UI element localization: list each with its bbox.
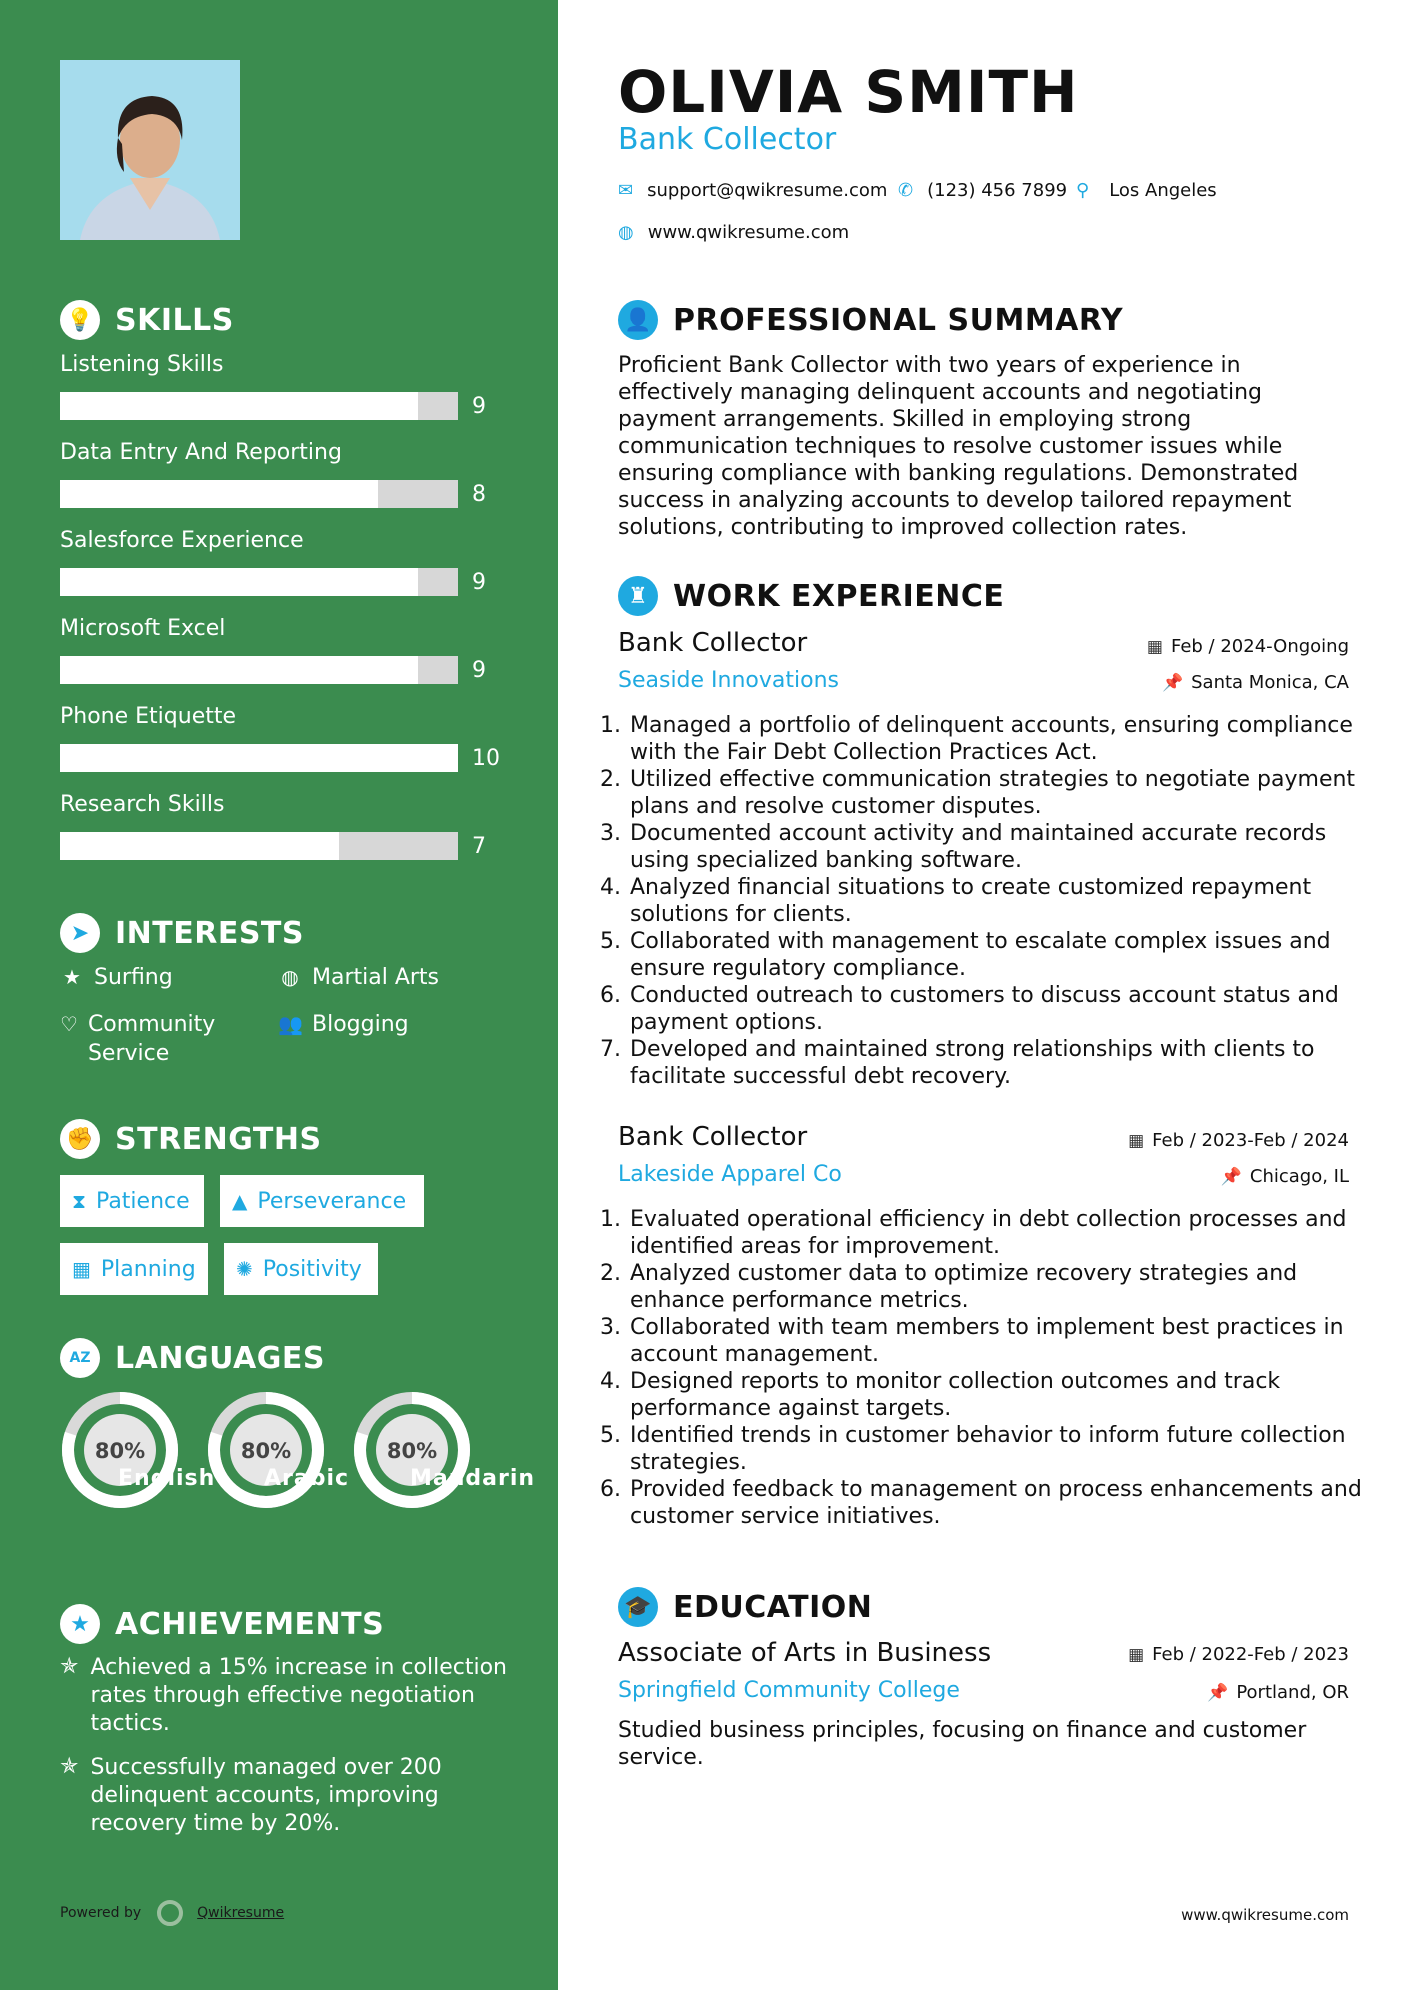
- interest-item: ◍ Martial Arts: [278, 963, 439, 992]
- duty-item: 3. Collaborated with team members to implement best practices in account management.: [628, 1314, 1388, 1368]
- contact-location: ⚲ Los Angeles: [1076, 180, 1217, 201]
- job-duties: [610, 712, 1388, 1090]
- envelope-icon: ✉: [618, 180, 634, 201]
- skill-value: 7: [472, 834, 486, 859]
- brand-link[interactable]: Qwikresume: [197, 1905, 285, 1921]
- trophy-star-icon: ★: [60, 1604, 100, 1644]
- strength-chip: ▦ Planning: [60, 1243, 208, 1295]
- language-name: English: [118, 1466, 216, 1491]
- duty-item: 5. Identified trends in customer behavior to inform future collection strategies.: [628, 1422, 1388, 1476]
- achievement-item: ✯ Achieved a 15% increase in collection rates through effective negotiation tactics.: [60, 1654, 507, 1736]
- skills-heading: 💡 SKILLS: [60, 300, 234, 340]
- experience-heading: ♜ WORK EXPERIENCE: [618, 576, 1004, 616]
- language-item: [350, 1388, 536, 1512]
- skill-value: 9: [472, 394, 486, 419]
- map-pin-icon: ⚲: [1076, 180, 1090, 201]
- hourglass-icon: ⧗: [72, 1189, 87, 1213]
- skill-value: 9: [472, 570, 486, 595]
- star-icon: ★: [63, 965, 81, 989]
- qwikresume-logo-icon: [157, 1900, 183, 1926]
- calendar-icon: ▦: [1128, 1130, 1145, 1151]
- degree-title: Associate of Arts in Business: [618, 1638, 992, 1668]
- duty-item: 1. Evaluated operational efficiency in debt collection processes and identified areas for improvement.: [628, 1206, 1388, 1260]
- skill-value: 10: [472, 746, 500, 771]
- skill-bar: [60, 832, 458, 860]
- skill-label: Salesforce Experience: [60, 528, 304, 553]
- skill-bar-fill: [60, 832, 339, 860]
- skill-item: [60, 616, 500, 686]
- main-column: [558, 0, 1407, 1990]
- globe-icon: ◍: [618, 222, 634, 243]
- strength-chip: ✺ Positivity: [224, 1243, 378, 1295]
- duty-item: 5. Collaborated with management to escalate complex issues and ensure regulatory compliance.: [628, 928, 1388, 982]
- fist-icon: ✊: [60, 1119, 100, 1159]
- skill-bar: [60, 568, 458, 596]
- pin-icon: 📌: [1207, 1682, 1229, 1703]
- strengths-heading: ✊ STRENGTHS: [60, 1119, 322, 1159]
- chair-icon: ♜: [618, 576, 658, 616]
- education-description: Studied business principles, focusing on finance and customer service.: [618, 1718, 1307, 1770]
- translate-icon: AZ: [60, 1338, 100, 1378]
- interests-heading: ➤ INTERESTS: [60, 913, 304, 953]
- duty-item: 6. Conducted outreach to customers to discuss account status and payment options.: [628, 982, 1388, 1036]
- skill-bar-fill: [60, 656, 418, 684]
- job-location: 📌 Santa Monica, CA: [1161, 672, 1349, 693]
- language-percent: 80%: [386, 1439, 438, 1463]
- duty-item: 2. Analyzed customer data to optimize recovery strategies and enhance performance metrics.: [628, 1260, 1388, 1314]
- skill-item: [60, 704, 500, 774]
- contact-email[interactable]: ✉ support@qwikresume.com: [618, 180, 888, 201]
- globe-icon: ◍: [281, 965, 299, 989]
- duty-item: 6. Provided feedback to management on process enhancements and customer service initiatives.: [628, 1476, 1388, 1530]
- summary-text: Proficient Bank Collector with two years of experience in effectively managing delinquent accounts and negotiating payment arrangements. Skilled in employing strong communication techniques to resolve customer issues while ensuring compliance with banking regulations. Demonstrated success in analyzing accounts to develop tailored repayment solutions, contributing to improved collection rates.: [618, 353, 1299, 540]
- skill-value: 9: [472, 658, 486, 683]
- language-ring: [204, 1388, 328, 1512]
- star-badge-icon: ✯: [60, 1654, 79, 1679]
- education-heading: 🎓 EDUCATION: [618, 1587, 872, 1627]
- job-company: Lakeside Apparel Co: [618, 1162, 842, 1187]
- pin-icon: 📌: [1161, 672, 1184, 693]
- hand-icon: ♡: [60, 1012, 78, 1036]
- job-location: 📌 Chicago, IL: [1220, 1166, 1349, 1187]
- footer-url[interactable]: www.qwikresume.com: [1181, 1906, 1349, 1924]
- duty-item: 4. Analyzed financial situations to create customized repayment solutions for clients.: [628, 874, 1388, 928]
- skill-bar-fill: [60, 480, 378, 508]
- school-name: Springfield Community College: [618, 1678, 960, 1703]
- job-dates: ▦ Feb / 2024-Ongoing: [1146, 636, 1349, 657]
- duty-item: 3. Documented account activity and maintained accurate records using specialized banking software.: [628, 820, 1388, 874]
- phone-icon: ✆: [898, 180, 914, 201]
- contact-website[interactable]: ◍ www.qwikresume.com: [618, 222, 850, 243]
- skill-bar: [60, 480, 458, 508]
- sun-icon: ✺: [236, 1257, 253, 1281]
- job-dates: ▦ Feb / 2023-Feb / 2024: [1128, 1130, 1349, 1151]
- education-dates: ▦ Feb / 2022-Feb / 2023: [1128, 1644, 1349, 1665]
- language-item: [58, 1388, 216, 1512]
- job-duties: [610, 1206, 1388, 1530]
- calendar-icon: ▦: [1128, 1644, 1145, 1665]
- achievements-heading: ★ ACHIEVEMENTS: [60, 1604, 384, 1644]
- star-badge-icon: ✯: [60, 1754, 79, 1779]
- skill-item: [60, 352, 500, 422]
- language-item: [204, 1388, 350, 1512]
- languages-heading: AZ LANGUAGES: [60, 1338, 325, 1378]
- language-percent: 80%: [240, 1439, 292, 1463]
- paper-plane-icon: ➤: [60, 913, 100, 953]
- interest-item: ♡ Community Service: [60, 1012, 216, 1066]
- duty-item: 2. Utilized effective communication strategies to negotiate payment plans and resolve customer disputes.: [628, 766, 1388, 820]
- interest-item: ★ Surfing: [60, 963, 173, 992]
- language-ring: [58, 1388, 182, 1512]
- powered-by: Powered by Qwikresume: [60, 1900, 284, 1926]
- candidate-title: Bank Collector: [618, 122, 837, 157]
- job-title: Bank Collector: [618, 628, 808, 658]
- calendar-icon: ▦: [1146, 636, 1163, 657]
- skill-bar-fill: [60, 392, 418, 420]
- skill-label: Phone Etiquette: [60, 704, 237, 729]
- skill-label: Microsoft Excel: [60, 616, 226, 641]
- skill-bar-fill: [60, 568, 418, 596]
- skill-bar-fill: [60, 744, 458, 772]
- skill-bar: [60, 744, 458, 772]
- skill-item: [60, 440, 500, 510]
- education-location: 📌 Portland, OR: [1207, 1682, 1349, 1703]
- achievement-item: ✯ Successfully managed over 200 delinquent accounts, improving recovery time by 20%.: [60, 1754, 442, 1836]
- strength-chip: ⧗ Patience: [60, 1175, 204, 1227]
- language-name: Arabic: [264, 1466, 350, 1491]
- skill-item: [60, 528, 500, 598]
- language-ring: [350, 1388, 474, 1512]
- language-name: Mandarin: [410, 1466, 536, 1491]
- skill-label: Research Skills: [60, 792, 225, 817]
- language-percent: 80%: [94, 1439, 146, 1463]
- skill-bar: [60, 656, 458, 684]
- contact-phone[interactable]: ✆ (123) 456 7899: [898, 180, 1068, 201]
- strength-chip: ▲ Perseverance: [220, 1175, 424, 1227]
- graduation-icon: 🎓: [618, 1587, 658, 1627]
- calendar-icon: ▦: [72, 1257, 91, 1281]
- skill-label: Listening Skills: [60, 352, 224, 377]
- skill-value: 8: [472, 482, 486, 507]
- interest-item: 👥 Blogging: [278, 1012, 409, 1037]
- duty-item: 7. Developed and maintained strong relationships with clients to facilitate successful debt recovery.: [628, 1036, 1388, 1090]
- user-icon: 👤: [618, 300, 658, 340]
- profile-photo: [60, 60, 240, 240]
- lightbulb-icon: 💡: [60, 300, 100, 340]
- skill-bar: [60, 392, 458, 420]
- summary-heading: 👤 PROFESSIONAL SUMMARY: [618, 300, 1123, 340]
- sidebar: [0, 0, 558, 1990]
- pin-icon: 📌: [1220, 1166, 1242, 1187]
- skill-item: [60, 792, 500, 862]
- skill-label: Data Entry And Reporting: [60, 440, 342, 465]
- duty-item: 4. Designed reports to monitor collection outcomes and track performance against targets.: [628, 1368, 1388, 1422]
- users-icon: 👥: [278, 1012, 303, 1036]
- job-title: Bank Collector: [618, 1122, 808, 1152]
- job-company: Seaside Innovations: [618, 668, 839, 693]
- road-icon: ▲: [232, 1189, 248, 1213]
- duty-item: 1. Managed a portfolio of delinquent accounts, ensuring compliance with the Fair Debt Collection Practices Act.: [628, 712, 1388, 766]
- candidate-name: OLIVIA SMITH: [618, 58, 1079, 126]
